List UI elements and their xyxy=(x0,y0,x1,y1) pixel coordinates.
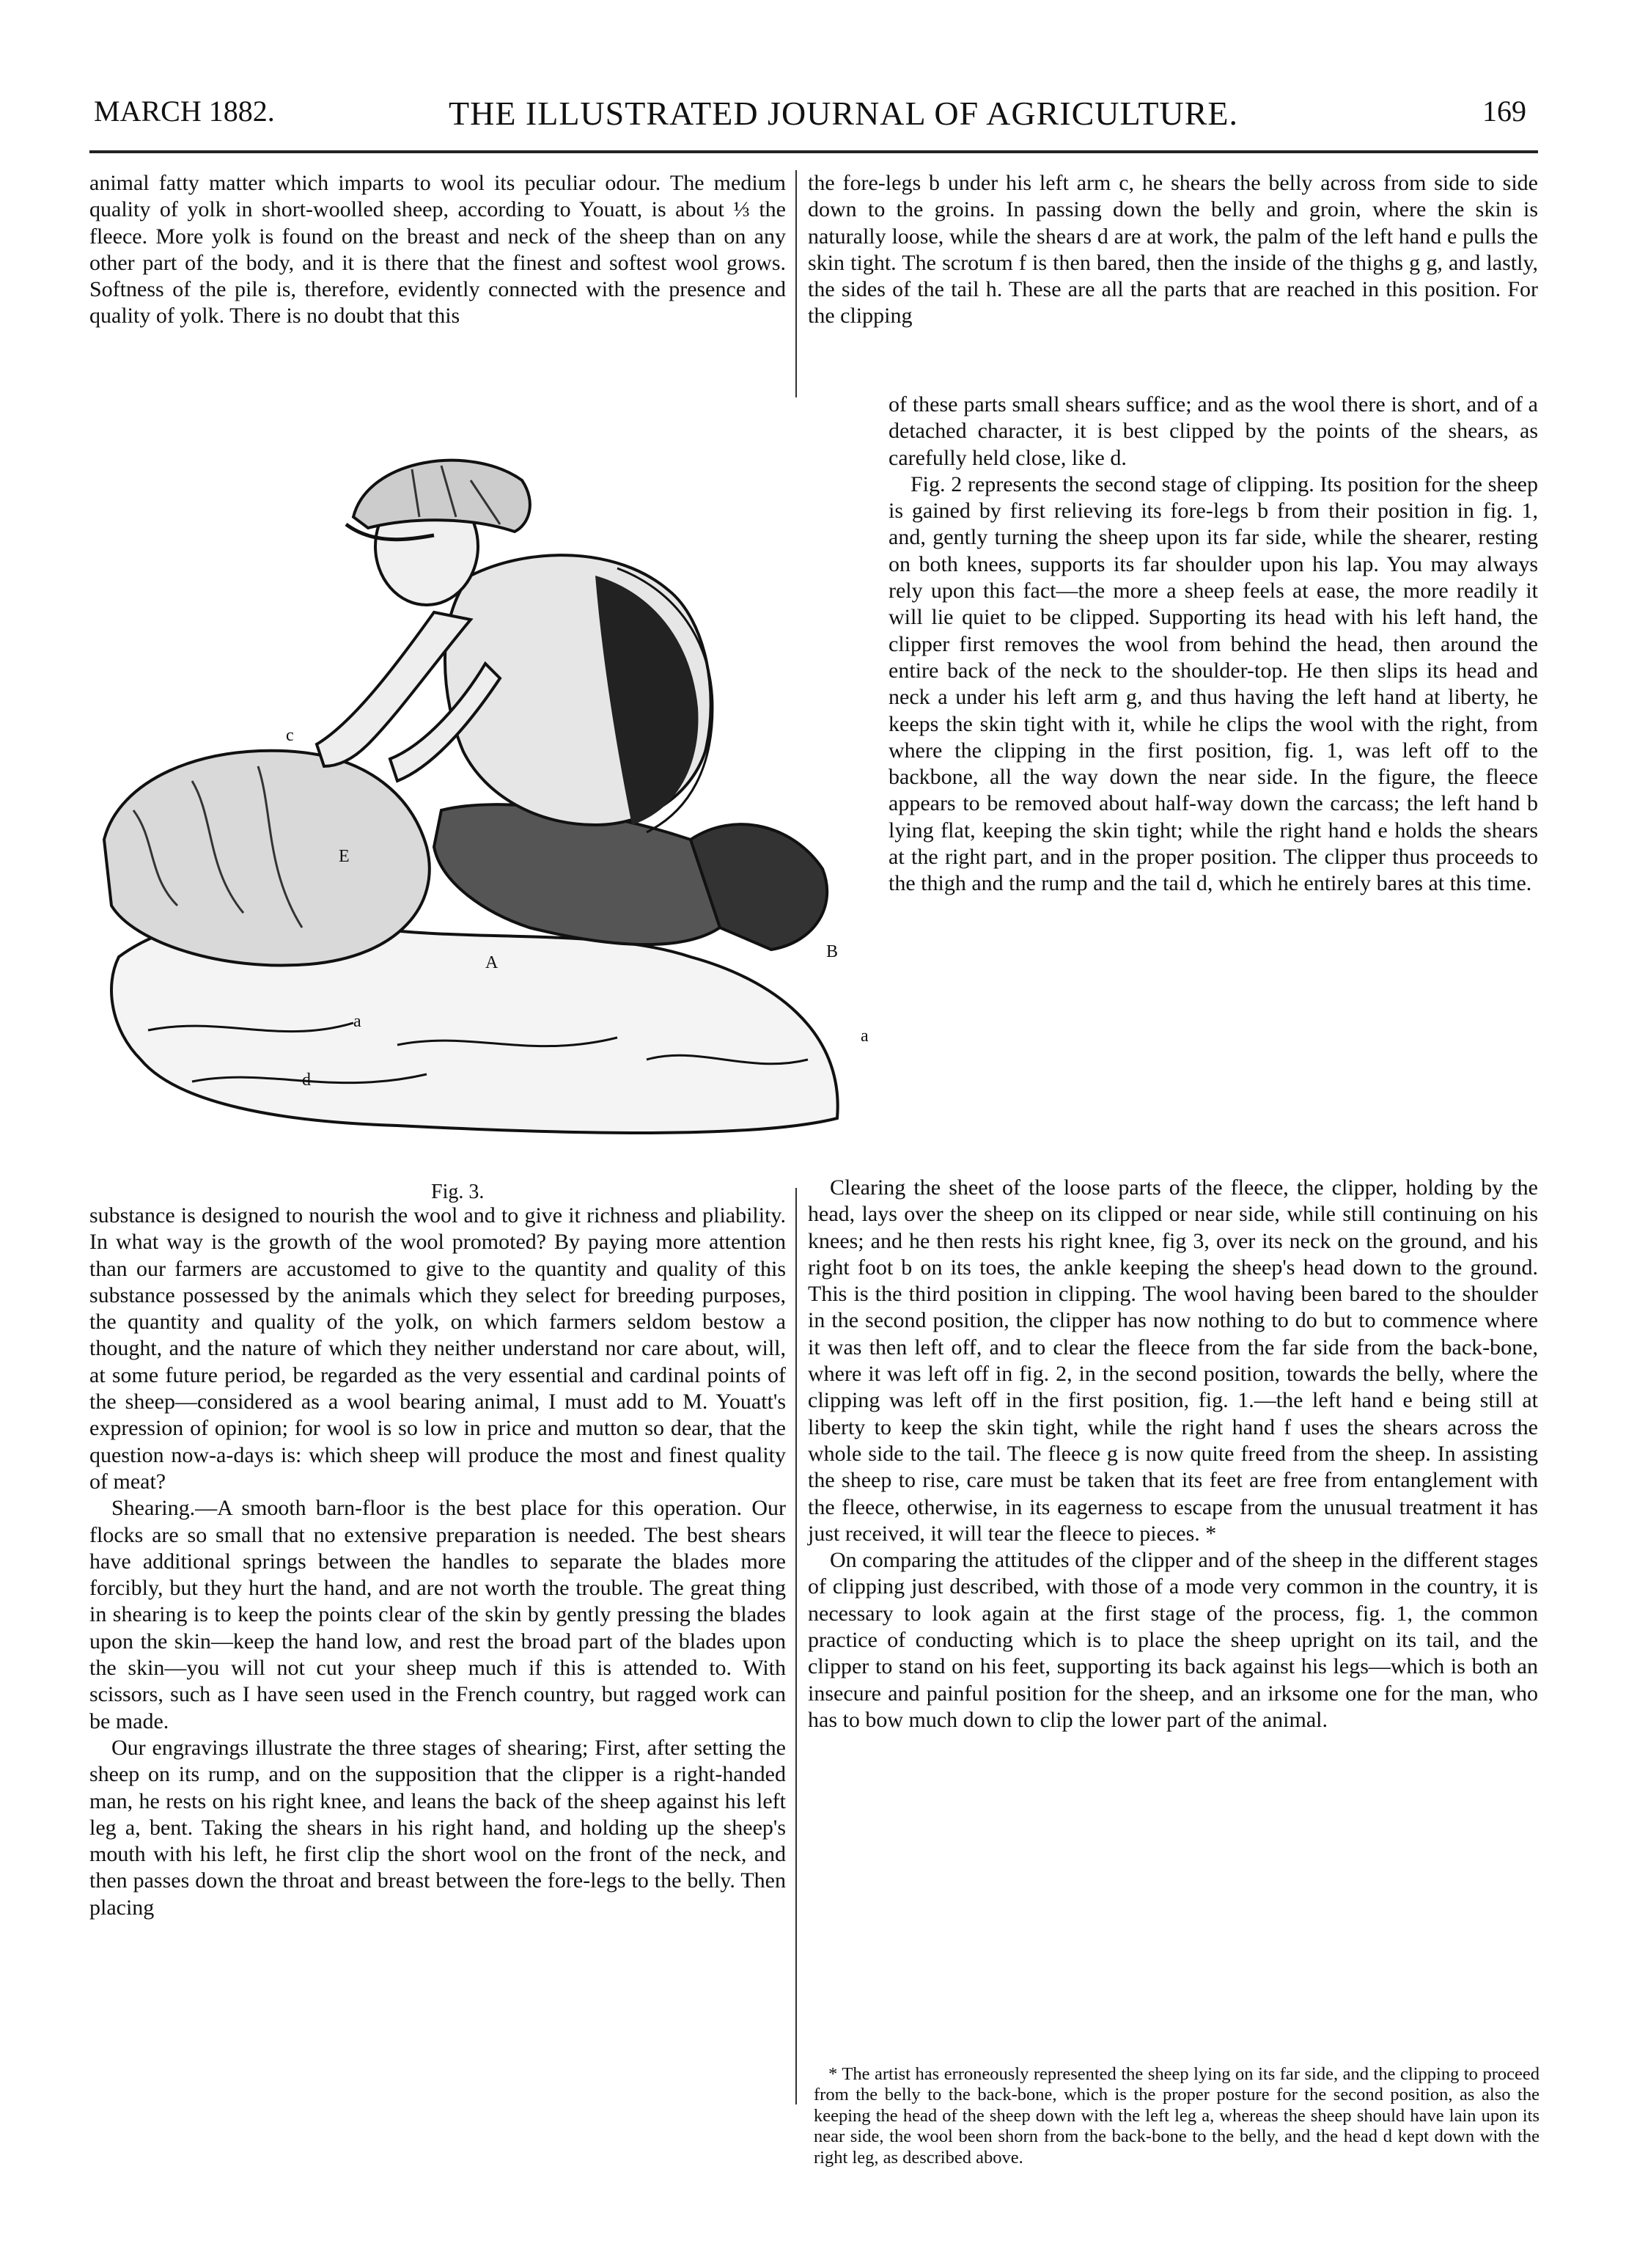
svg-text:a: a xyxy=(353,1012,361,1031)
paragraph: Our engravings illustrate the three stages of shearing; First, after setting the sheep on its rump, and on the supposition that the clipper is a right-handed man, he rests on his right knee, and leans the back of the sheep against his left leg a, bent. Taking the shears in his right hand, and holding up the sheep's mouth with his left, he first clip the short wool on the front of the neck, and then passes down the throat and breast between the fore-legs to the belly. Then placing xyxy=(89,1735,786,1920)
figure-caption: Fig. 3. xyxy=(431,1181,485,1203)
footnote-text: * The artist has erroneously represented the sheep lying on its far side, and the clipping to proceed from the belly to the back-bone, which is the proper posture for the second position, as also the keeping the head of the sheep down with the left leg a, whereas the sheep should have lain upon its near side, the wool been shorn from the back-bone to the belly, and the head d kept down with the right leg, as described above. xyxy=(814,2064,1539,2168)
header-date: MARCH 1882. xyxy=(94,95,275,128)
figure-3-engraving xyxy=(89,400,889,1155)
paragraph: of these parts small shears suffice; and as the wool there is short, and of a detached character, it is best clipped by the points of the shears, as carefully held close, like d. xyxy=(889,392,1538,470)
svg-text:A: A xyxy=(485,953,499,972)
column-divider-bottom xyxy=(795,1188,797,2104)
left-column-top xyxy=(89,170,786,330)
header-rule xyxy=(89,150,1538,153)
footnote xyxy=(814,2064,1539,2168)
shearing-engraving xyxy=(89,400,889,1155)
paragraph: Clearing the sheet of the loose parts of the fleece, the clipper, holding by the head, lays over the sheep on its clipped or near side, while still continuing on his knees; and he then rests his right knee, fig 3, over its neck on the ground, and his right foot b on its toes, the ankle keeping the sheep's head down to the ground. This is the third position in clipping. The wool having been bared to the shoulder in the second position, the clipper has now nothing to do but to commence where it was then left off, and to clear the fleece from the far side from the back-bone, where it was left off in fig. 2, in the second position, towards the belly, where the clipping was left off in the first position, fig. 1.—the left hand e being still at liberty to keep the skin tight, while the right hand f uses the shears across the whole side to the tail. The fleece g is now quite freed from the sheep. In assisting the sheep to rise, care must be taken that its feet are free from entanglement with the fleece, otherwise, in its eagerness to escape from the unusual treatment it has just received, it will tear the fleece to pieces. * xyxy=(808,1175,1538,1546)
page-number: 169 xyxy=(1482,95,1526,128)
paragraph: On comparing the attitudes of the clipper and of the sheep in the different stages of clipping just described, with those of a mode very common in the country, it is necessary to look again at the first stage of the process, fig. 1, the common practice of conducting which is to place the sheep upright on its tail, and the clipper to stand on his feet, supporting its back against his legs—which is both an insecure and painful position for the sheep, and an irksome one for the man, who has to bow much down to clip the lower part of the animal. xyxy=(808,1548,1538,1732)
right-column-beside-figure xyxy=(889,392,1538,898)
right-column-bottom xyxy=(808,1175,1538,1733)
column-divider-top xyxy=(795,170,797,397)
paragraph: the fore-legs b under his left arm c, he shears the belly across from side to side down to the groins. In passing down the belly and groin, where the skin is naturally loose, while the shears d are at work, the palm of the left hand e pulls the skin tight. The scrotum f is then bared, then the inside of the thighs g g, and lastly, the sides of the tail h. These are all the parts that are reached in this position. For the clipping xyxy=(808,171,1538,329)
paragraph: substance is designed to nourish the wool and to give it richness and pliability. In what way is the growth of the wool promoted? By paying more attention than our farmers are accustomed to give to the quantity and quality of this substance possessed by the animals which they select for breeding purposes, the quantity and quality of the yolk, on which farmers seldom bestow a thought, and the nature of which they neither understand nor care about, will, at some future period, be regarded as the very essential and cardinal points of the sheep—considered as a wool bearing animal, I must add to M. Youatt's expression of opinion; for wool is so low in price and mutton so dear, that the question now-a-days is: which sheep will produce the most and finest quality of meat? xyxy=(89,1203,786,1494)
svg-text:c: c xyxy=(286,726,294,745)
left-column-bottom xyxy=(89,1203,786,1921)
svg-text:d: d xyxy=(302,1071,311,1090)
paragraph: Shearing.—A smooth barn-floor is the best place for this operation. Our flocks are so small that no extensive preparation is needed. The best shears have additional springs between the handles to separate the blades more forcibly, but they hurt the hand, and are not worth the trouble. The great thing in shearing is to keep the points clear of the skin by gently pressing the blades upon the skin—keep the hand low, and rest the broad part of the blades upon the skin—you will not cut your sheep much if this is attended to. With scissors, such as I have seen used in the French country, but ragged work can be made. xyxy=(89,1496,786,1733)
svg-text:E: E xyxy=(339,847,350,866)
paragraph: Fig. 2 represents the second stage of clipping. Its position for the sheep is gained by first relieving its fore-legs b from their position in fig. 1, and, gently turning the sheep upon its far side, while the shearer, resting on both knees, supports its far shoulder upon his lap. You may always rely upon this fact—the more a sheep feels at ease, the more readily it will lie quiet to be clipped. Supporting its head with his left hand, the clipper first removes the wool from behind the head, then around the entire back of the neck to the shoulder-top. He then slips its head and neck a under his left arm g, and thus having the left hand at liberty, he keeps the skin tight with it, while he clips the wool with the right, from where the clipping in the first position, fig. 1, was left off to the backbone, all the way down the near side. In the figure, the fleece appears to be removed about half-way down the carcass; the left hand b lying flat, keeping the skin tight; while the right hand e holds the shears at the right part, and in the proper position. The clipper thus proceeds to the thigh and the rump and the tail d, which he entirely bares at this time. xyxy=(889,471,1538,896)
svg-text:a: a xyxy=(861,1027,869,1046)
paragraph: animal fatty matter which imparts to wool its peculiar odour. The medium quality of yolk in short-woolled sheep, according to Youatt, is about ⅓ the fleece. More yolk is found on the breast and neck of the sheep than on any other part of the body, and it is there that the finest and softest wool grows. Softness of the pile is, therefore, evidently connected with the presence and quality of yolk. There is no doubt that this xyxy=(89,171,786,329)
journal-title: THE ILLUSTRATED JOURNAL OF AGRICULTURE. xyxy=(449,95,1238,132)
right-column-top xyxy=(808,170,1538,330)
svg-text:B: B xyxy=(826,942,839,961)
